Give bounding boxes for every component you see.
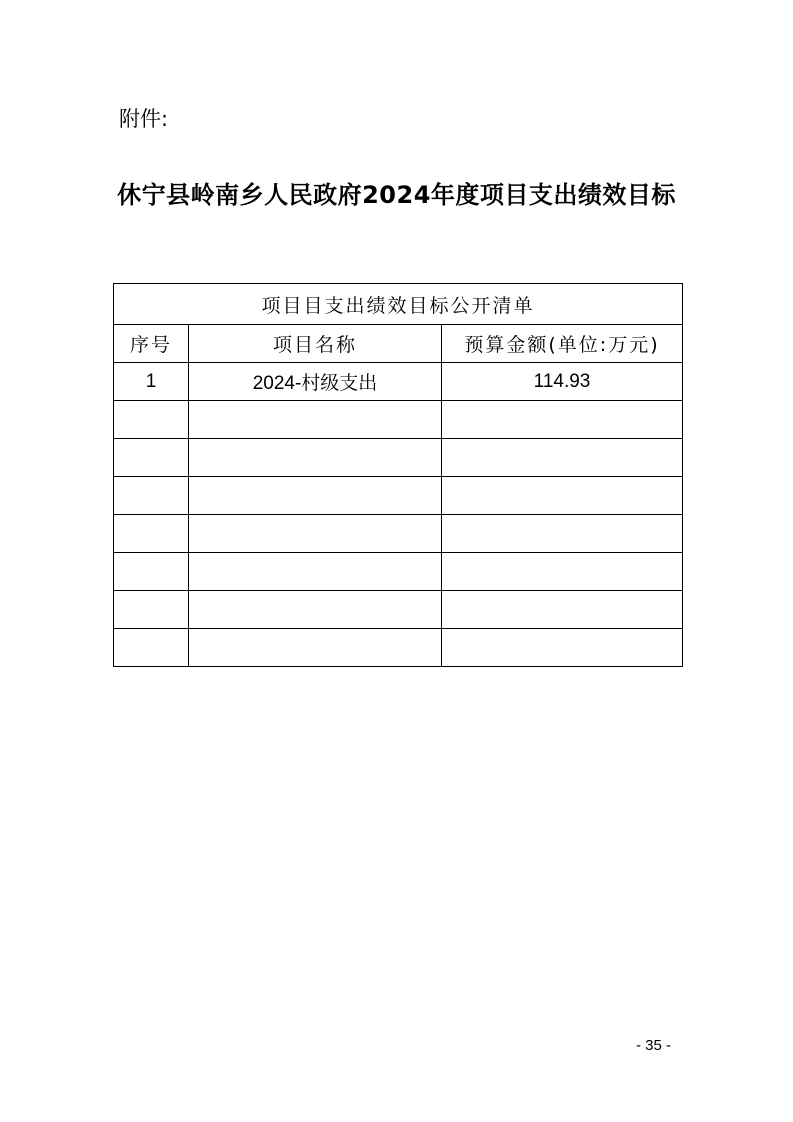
- table-row: [114, 515, 683, 553]
- serial-number-cell: [114, 439, 189, 477]
- budget-amount-cell: [442, 591, 683, 629]
- table-caption: 项目目支出绩效目标公开清单: [114, 284, 683, 325]
- header-project-name: 项目名称: [189, 325, 442, 363]
- table-row: [114, 591, 683, 629]
- table-row: [114, 401, 683, 439]
- table-row: [114, 629, 683, 667]
- budget-amount-cell: [442, 477, 683, 515]
- serial-number-cell: [114, 629, 189, 667]
- project-name-cell: [189, 439, 442, 477]
- table-header-row: [114, 325, 683, 363]
- table-row: [114, 477, 683, 515]
- performance-target-table: [113, 283, 683, 667]
- project-name-cell: [189, 477, 442, 515]
- project-name-cell: 2024-村级支出: [189, 363, 442, 401]
- project-name-cell: [189, 629, 442, 667]
- serial-number-cell: [114, 591, 189, 629]
- budget-amount-cell: [442, 515, 683, 553]
- attachment-label: 附件:: [119, 107, 169, 131]
- page-number: - 35 -: [636, 1037, 672, 1054]
- project-name-cell: [189, 401, 442, 439]
- table-caption-row: [114, 284, 683, 325]
- document-title: 休宁县岭南乡人民政府2024年度项目支出绩效目标: [117, 181, 676, 209]
- project-name-cell: [189, 591, 442, 629]
- project-name-cell: [189, 553, 442, 591]
- header-budget-amount: 预算金额(单位:万元): [442, 325, 683, 363]
- serial-number-cell: [114, 515, 189, 553]
- table-row: [114, 363, 683, 401]
- serial-number-cell: [114, 477, 189, 515]
- serial-number-cell: [114, 553, 189, 591]
- project-name-cell: [189, 515, 442, 553]
- budget-amount-cell: [442, 553, 683, 591]
- serial-number-cell: [114, 401, 189, 439]
- table-row: [114, 553, 683, 591]
- budget-amount-cell: 114.93: [442, 363, 683, 401]
- header-serial-number: 序号: [114, 325, 189, 363]
- budget-amount-cell: [442, 401, 683, 439]
- budget-amount-cell: [442, 439, 683, 477]
- table-row: [114, 439, 683, 477]
- budget-amount-cell: [442, 629, 683, 667]
- serial-number-cell: 1: [114, 363, 189, 401]
